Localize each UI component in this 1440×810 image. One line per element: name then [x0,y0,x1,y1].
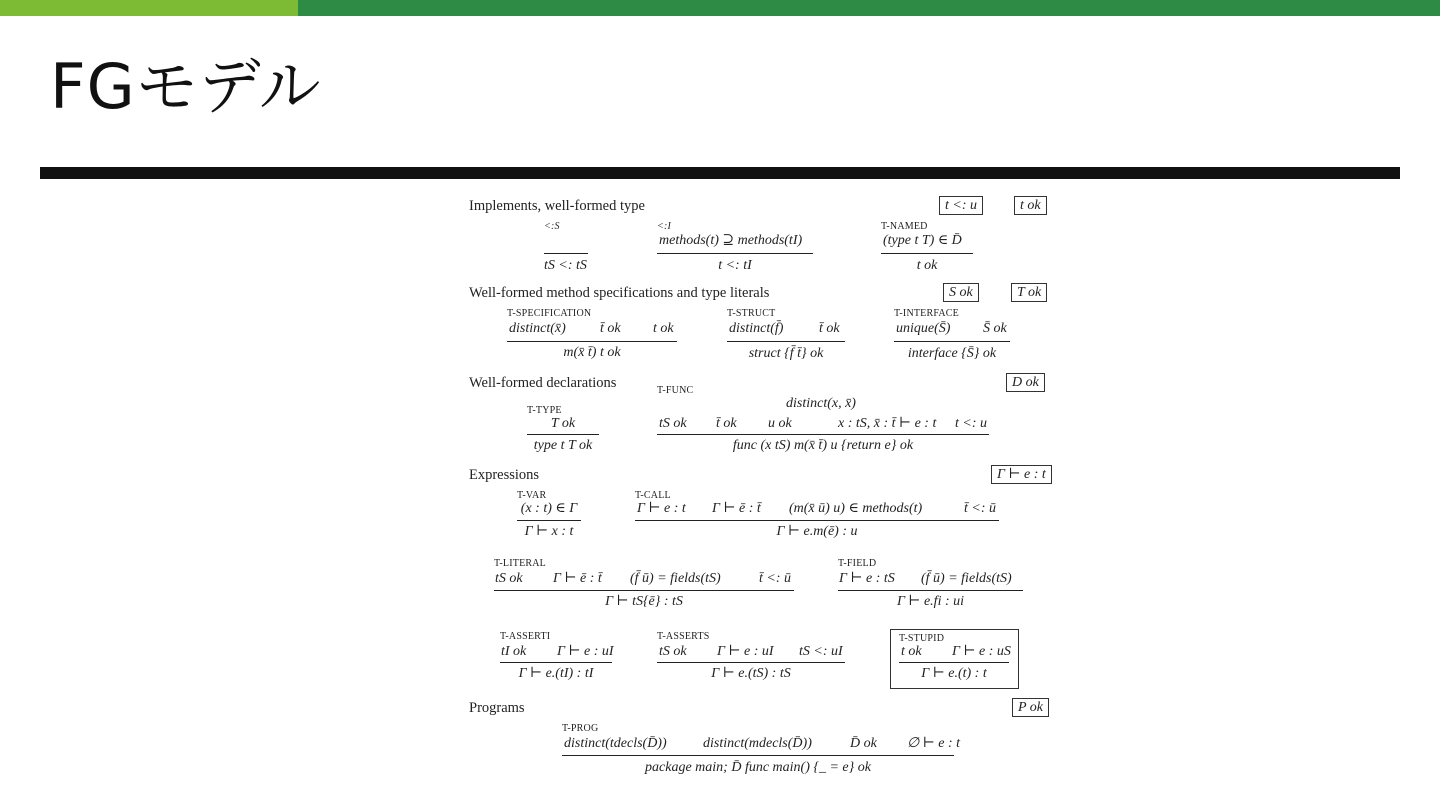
rule-conclusion-t-named: t ok [916,258,938,273]
rule-premise-t-struct-1: distinct(f̄) [729,321,784,336]
judgment-box-prog-ok: P ok [1012,698,1049,717]
rule-premise-t-func-1: tS ok [659,416,687,431]
rule-premise-t-assert-s-3: tS <: uI [799,644,843,659]
rule-premise-t-type: T ok [550,416,576,431]
rule-premise-t-field-2: (f̄ ū) = fields(tS) [921,571,1012,586]
rule-premise-t-func-4: x : tS, x̄ : t̄ ⊢ e : t [838,416,937,431]
rule-name-sub-s: <:S [544,221,560,232]
rule-name-t-literal: T-LITERAL [494,558,546,569]
rule-name-t-struct: T-STRUCT [727,308,776,319]
rule-conclusion-t-type: type t T ok [533,438,593,453]
rule-conclusion-t-func: func (x tS) m(x̄ t̄) u {return e} ok [732,438,914,453]
rule-premise-t-stupid-1: t ok [901,644,922,659]
rule-name-t-stupid: T-STUPID [899,633,945,644]
rule-premise-t-prog-2: distinct(mdecls(D̄)) [703,736,812,751]
rule-premise-t-var: (x : t) ∈ Γ [520,501,578,516]
rule-premise-t-literal-4: t̄ <: ū [759,571,791,586]
rule-bar-t-stupid [899,662,1009,663]
judgment-box-decl-ok: D ok [1006,373,1045,392]
rule-premise-t-prog-4: ∅ ⊢ e : t [907,736,960,751]
judgment-box-subtype: t <: u [939,196,983,215]
section-heading-implements: Implements, well-formed type [469,198,645,214]
rule-name-sub-i: <:I [657,221,672,232]
rule-bar-t-func [657,434,989,435]
rule-bar-t-literal [494,590,794,591]
rule-name-t-assert-s: T-ASSERTS [657,631,710,642]
rule-name-t-assert-i: T-ASSERTI [500,631,551,642]
section-heading-method-specs: Well-formed method specifications and type literals [469,285,770,301]
rule-premise-t-func-2: t̄ ok [716,416,737,431]
rule-premise-t-struct-2: t̄ ok [819,321,840,336]
rule-bar-t-assert-i [500,662,612,663]
rule-conclusion-t-assert-i: Γ ⊢ e.(tI) : tI [518,666,594,681]
section-heading-expressions: Expressions [469,467,540,483]
rule-premise-t-named: (type t T) ∈ D̄ [883,233,962,248]
rule-bar-t-assert-s [657,662,845,663]
rule-premise-t-field-1: Γ ⊢ e : tS [839,571,895,586]
rule-conclusion-t-assert-s: Γ ⊢ e.(tS) : tS [711,666,791,681]
rule-bar-t-field [838,590,1023,591]
rule-premise-t-call-2: Γ ⊢ ē : t̄ [712,501,761,516]
rule-name-t-call: T-CALL [635,490,671,501]
rule-premise-t-literal-3: (f̄ ū) = fields(tS) [630,571,721,586]
rule-bar-t-interface [894,341,1010,342]
rule-conclusion-t-specification: m(x̄ t̄) t ok [563,345,621,360]
rule-bar-t-struct [727,341,845,342]
rule-premise-t-interface-2: S̄ ok [983,321,1007,336]
rule-conclusion-sub-i: t <: tI [718,258,752,273]
judgment-box-literal-ok: T ok [1011,283,1047,302]
rule-conclusion-t-var: Γ ⊢ x : t [524,524,574,539]
rule-bar-t-prog [562,755,954,756]
rule-bar-sub-i [657,253,813,254]
rule-conclusion-t-prog: package main; D̄ func main() {_ = e} ok [645,760,871,775]
rule-premise-t-literal-2: Γ ⊢ ē : t̄ [553,571,602,586]
judgment-box-spec-ok: S ok [943,283,979,302]
rule-bar-t-named [881,253,973,254]
rule-bar-t-call [635,520,999,521]
rule-conclusion-t-field: Γ ⊢ e.fi : ui [896,594,965,609]
rule-conclusion-t-call: Γ ⊢ e.m(ē) : u [776,524,858,539]
rule-premise-t-assert-i-1: tI ok [501,644,527,659]
rule-premise-t-call-1: Γ ⊢ e : t [637,501,686,516]
rule-conclusion-t-stupid: Γ ⊢ e.(t) : t [921,666,987,681]
rule-name-t-type: T-TYPE [527,405,562,416]
rule-name-t-named: T-NAMED [881,221,928,232]
rule-conclusion-t-literal: Γ ⊢ tS{ē} : tS [605,594,683,609]
rule-premise-sub-i: methods(t) ⊇ methods(tI) [659,233,803,248]
section-heading-declarations: Well-formed declarations [469,375,617,391]
judgment-box-type-ok: t ok [1014,196,1047,215]
rule-name-t-var: T-VAR [517,490,547,501]
rule-premise-t-specification-2: t̄ ok [600,321,621,336]
rule-name-t-func: T-FUNC [657,385,694,396]
rule-bar-t-var [517,520,581,521]
rule-premise-t-assert-s-2: Γ ⊢ e : uI [717,644,774,659]
top-accent-bar-right [298,0,1440,16]
top-accent-bar-left [0,0,298,16]
rule-premise-t-func-5: t <: u [955,416,987,431]
rule-premise-t-call-3: (m(x̄ ū) u) ∈ methods(t) [789,501,923,516]
rule-premise-top-t-func: distinct(x, x̄) [786,396,856,411]
rule-name-t-specification: T-SPECIFICATION [507,308,592,319]
rule-conclusion-t-struct: struct {f̄ t̄} ok [748,346,824,361]
rule-premise-t-assert-s-1: tS ok [659,644,687,659]
title-divider [40,167,1400,179]
slide-title: FGモデル [50,50,322,123]
rule-premise-t-prog-3: D̄ ok [850,736,877,751]
rule-premise-t-prog-1: distinct(tdecls(D̄)) [564,736,667,751]
rule-bar-t-type [527,434,599,435]
rule-conclusion-t-interface: interface {S̄} ok [907,346,997,361]
section-heading-programs: Programs [469,700,525,716]
rule-premise-t-assert-i-2: Γ ⊢ e : uI [557,644,614,659]
rule-premise-t-specification-1: distinct(x̄) [509,321,566,336]
rule-bar-t-specification [507,341,677,342]
rule-bar-sub-s [544,253,588,254]
rule-premise-t-call-4: t̄ <: ū [964,501,996,516]
rule-conclusion-sub-s: tS <: tS [544,258,587,273]
rule-premise-t-specification-3: t ok [653,321,674,336]
rule-name-t-field: T-FIELD [838,558,877,569]
rule-premise-t-interface-1: unique(S̄) [896,321,951,336]
rule-premise-t-literal-1: tS ok [495,571,523,586]
rule-premise-t-stupid-2: Γ ⊢ e : uS [952,644,1011,659]
rule-name-t-interface: T-INTERFACE [894,308,959,319]
rule-premise-t-func-3: u ok [768,416,792,431]
judgment-box-expr: Γ ⊢ e : t [991,465,1052,484]
rule-name-t-prog: T-PROG [562,723,599,734]
